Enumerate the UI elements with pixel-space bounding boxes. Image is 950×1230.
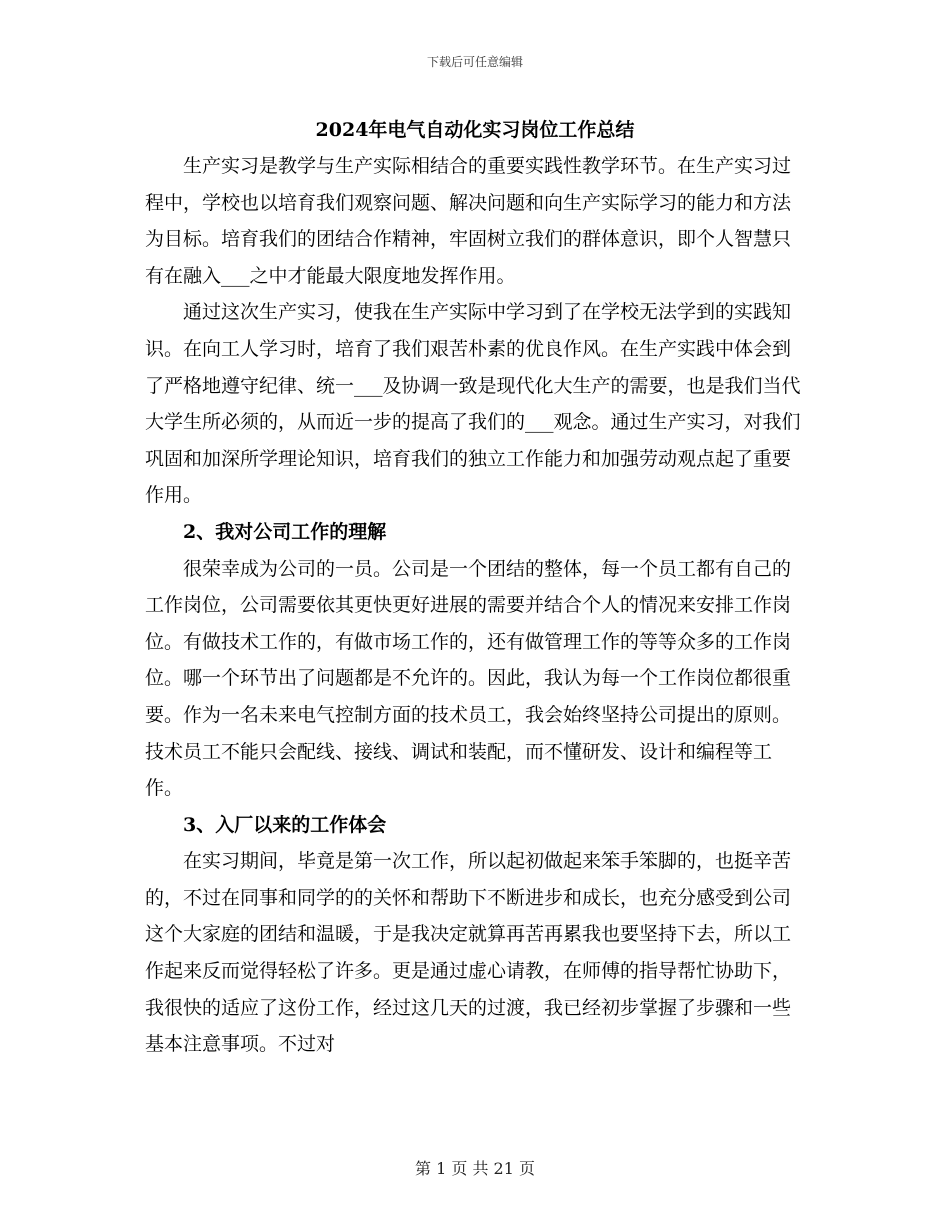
document-title: 2024年电气自动化实习岗位工作总结 <box>315 119 635 141</box>
paragraph-intro-2: 通过这次生产实习，使我在生产实际中学习到了在学校无法学到的实践知识。在向工人学习时，培育了我们艰苦朴素的优良作风。在生产实践中体会到了严格地遵守纪律、统一___及协调一致是现代化大生产的需要，也是我们当代大学生所必须的，从而近一步的提高了我们的___观念。通过生产实习，对我们巩固和加深所学理论知识，培育我们的独立工作能力和加强劳动观点起了重要作用。 <box>145 301 801 507</box>
paragraph-section-2: 很荣幸成为公司的一员。公司是一个团结的整体，每一个员工都有自己的工作岗位，公司需要依其更快更好进展的需要并结合个人的情况来安排工作岗位。有做技术工作的，有做市场工作的，还有做管理工作的等等众多的工作岗位。哪一个环节出了问题都是不允许的。因此，我认为每一个工作岗位都很重要。作为一名未来电气控制方面的技术员工，我会始终坚持公司提出的原则。技术员工不能只会配线、接线、调试和装配，而不懂研发、设计和编程等工作。 <box>145 557 792 800</box>
paragraph-section-3: 在实习期间，毕竟是第一次工作，所以起初做起来笨手笨脚的，也挺辛苦的，不过在同事和同学的的关怀和帮助下不断进步和成长，也充分感受到公司这个大家庭的团结和温暖，于是我决定就算再苦再累我也要坚持下去，所以工作起来反而觉得轻松了许多。更是通过虚心请教，在师傅的指导帮忙协助下，我很快的适应了这份工作，经过这几天的过渡，我已经初步掌握了步骤和一些基本注意事项。不过对 <box>145 850 792 1056</box>
section-heading-2: 2、我对公司工作的理解 <box>183 520 387 543</box>
document-body <box>145 112 805 1063</box>
section-heading-3: 3、入厂以来的工作体会 <box>183 813 387 836</box>
page-footer: 第 1 页 共 21 页 <box>415 1159 535 1178</box>
page-header-note: 下载后可任意编辑 <box>426 55 523 69</box>
paragraph-intro-1: 生产实习是教学与生产实际相结合的重要实践性教学环节。在生产实习过程中，学校也以培育我们观察问题、解决问题和向生产实际学习的能力和方法为目标。培育我们的团结合作精神，牢固树立我们的群体意识，即个人智慧只有在融入___之中才能最大限度地发挥作用。 <box>145 155 792 287</box>
